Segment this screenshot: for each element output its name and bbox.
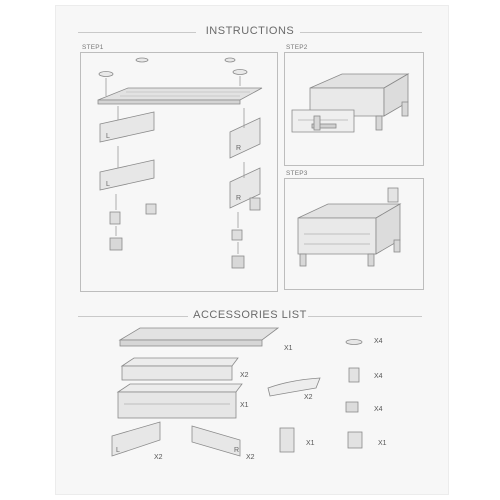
upright-holder-part (280, 428, 294, 452)
qty-leg-extension: X4 (374, 373, 383, 380)
foot-pad-part (346, 402, 358, 412)
qty-top-shelf: X1 (284, 345, 293, 352)
qty-side-rail-left: X2 (154, 454, 163, 461)
instructions-title: INSTRUCTIONS (205, 25, 295, 37)
qty-drawer-handle: X2 (304, 394, 313, 401)
step1-right-rail-mark-2: R (236, 195, 242, 202)
qty-small-cup: X1 (378, 440, 387, 447)
step1-left-rail-mark-1: L (106, 133, 110, 140)
drawer-box-part (118, 384, 242, 392)
accessory-rail-left-mark: L (116, 447, 120, 454)
side-rail-right-part (192, 426, 240, 456)
drawer-frame-part (122, 358, 238, 366)
accessories-title: ACCESSORIES LIST (193, 309, 307, 321)
step3-label: STEP3 (286, 170, 308, 177)
qty-top-cap: X4 (374, 338, 383, 345)
small-cup-part (348, 432, 362, 448)
top-cap-part (346, 340, 362, 345)
step1-left-rail-mark-2: L (106, 181, 110, 188)
qty-foot-pad: X4 (374, 406, 383, 413)
qty-upright-holder: X1 (306, 440, 315, 447)
qty-drawer-frame: X2 (240, 372, 249, 379)
top-shelf-part (120, 328, 278, 340)
step2-label: STEP2 (286, 44, 308, 51)
qty-drawer-box: X1 (240, 402, 249, 409)
step1-right-rail-mark-1: R (236, 145, 242, 152)
leg-extension-part (349, 368, 359, 382)
step1-label: STEP1 (82, 44, 104, 51)
qty-side-rail-right: X2 (246, 454, 255, 461)
accessory-rail-right-mark: R (234, 447, 240, 454)
